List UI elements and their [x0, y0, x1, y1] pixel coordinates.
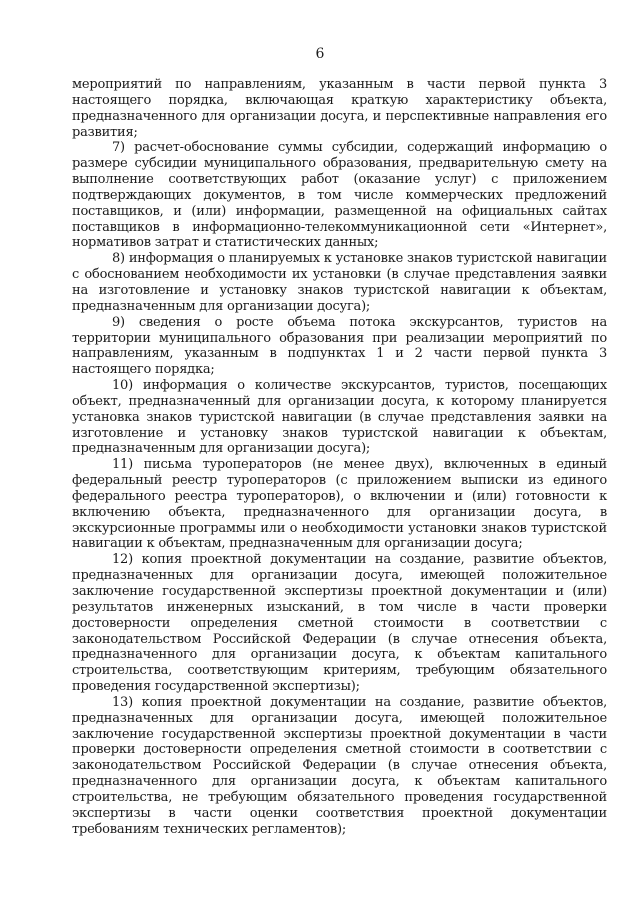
paragraph-continuation: мероприятий по направлениям, указанным в части первой пункта 3 настоящего порядка, включающая краткую характеристику объекта, предназначенного для организации досуга, и перспективные направления его развития; — [72, 77, 607, 140]
list-item-13: 13) копия проектной документации на создание, развитие объектов, предназначенных для организации досуга, имеющей положительное заключение государственной экспертизы проектной документации в части проверки достоверности определения сметной стоимости в соответствии с законодательством Российской Федерации (в случае отнесения объекта, предназначенного для организации досуга, к объектам капитального строительства, не требующим обязательного проведения государственной экспертизы в части оценки соответствия проектной документации требованиям технических регламентов); — [72, 694, 607, 837]
list-item-10: 10) информация о количестве экскурсантов, туристов, посещающих объект, предназначенный для организации досуга, к которому планируется установка знаков туристской навигации (в случае представления заявки на изготовление и установку знаков туристской навигации к объектам, предназначенным для организации досуга); — [72, 378, 607, 457]
page-number: 6 — [315, 46, 325, 62]
list-item-12: 12) копия проектной документации на создание, развитие объектов, предназначенных для организации досуга, имеющей положительное заключение государственной экспертизы проектной документации и (или) результатов инженерных изысканий, в том числе в части проверки достоверности определения сметной стоимости в соответствии с законодательством Российской Федерации (в случае отнесения объекта, предназначенного для организации досуга, к объектам капитального строительства, соответствующим критериям, требующим обязательного проведения государственной экспертизы); — [72, 552, 607, 695]
list-item-9: 9) сведения о росте объема потока экскурсантов, туристов на территории муниципального образования при реализации мероприятий по направлениям, указанным в подпунктах 1 и 2 части первой пункта 3 настоящего порядка; — [72, 314, 607, 378]
list-item-11: 11) письма туроператоров (не менее двух), включенных в единый федеральный реестр туроператоров (с приложением выписки из единого федерального реестра туроператоров), о включении и (или) готовности к включению объекта, предназначенного для организации досуга, в экскурсионные программы или о необходимости установки знаков туристской навигации к объектам, предназначенным для организации досуга; — [72, 457, 607, 552]
list-item-8: 8) информация о планируемых к установке знаков туристской навигации с обоснованием необходимости их установки (в случае представления заявки на изготовление и установку знаков туристской навигации к объектам, предназначенным для организации досуга); — [72, 251, 607, 314]
document-body — [72, 77, 607, 838]
list-item-7: 7) расчет-обоснование суммы субсидии, содержащий информацию о размере субсидии муниципального образования, предварительную смету на выполнение соответствующих работ (оказание услуг) с приложением подтверждающих документов, в том числе коммерческих предложений поставщиков, и (или) информации, размещенной на официальных сайтах поставщиков в информационно-телекоммуникационной сети «Интернет», нормативов затрат и статистических данных; — [72, 140, 607, 251]
